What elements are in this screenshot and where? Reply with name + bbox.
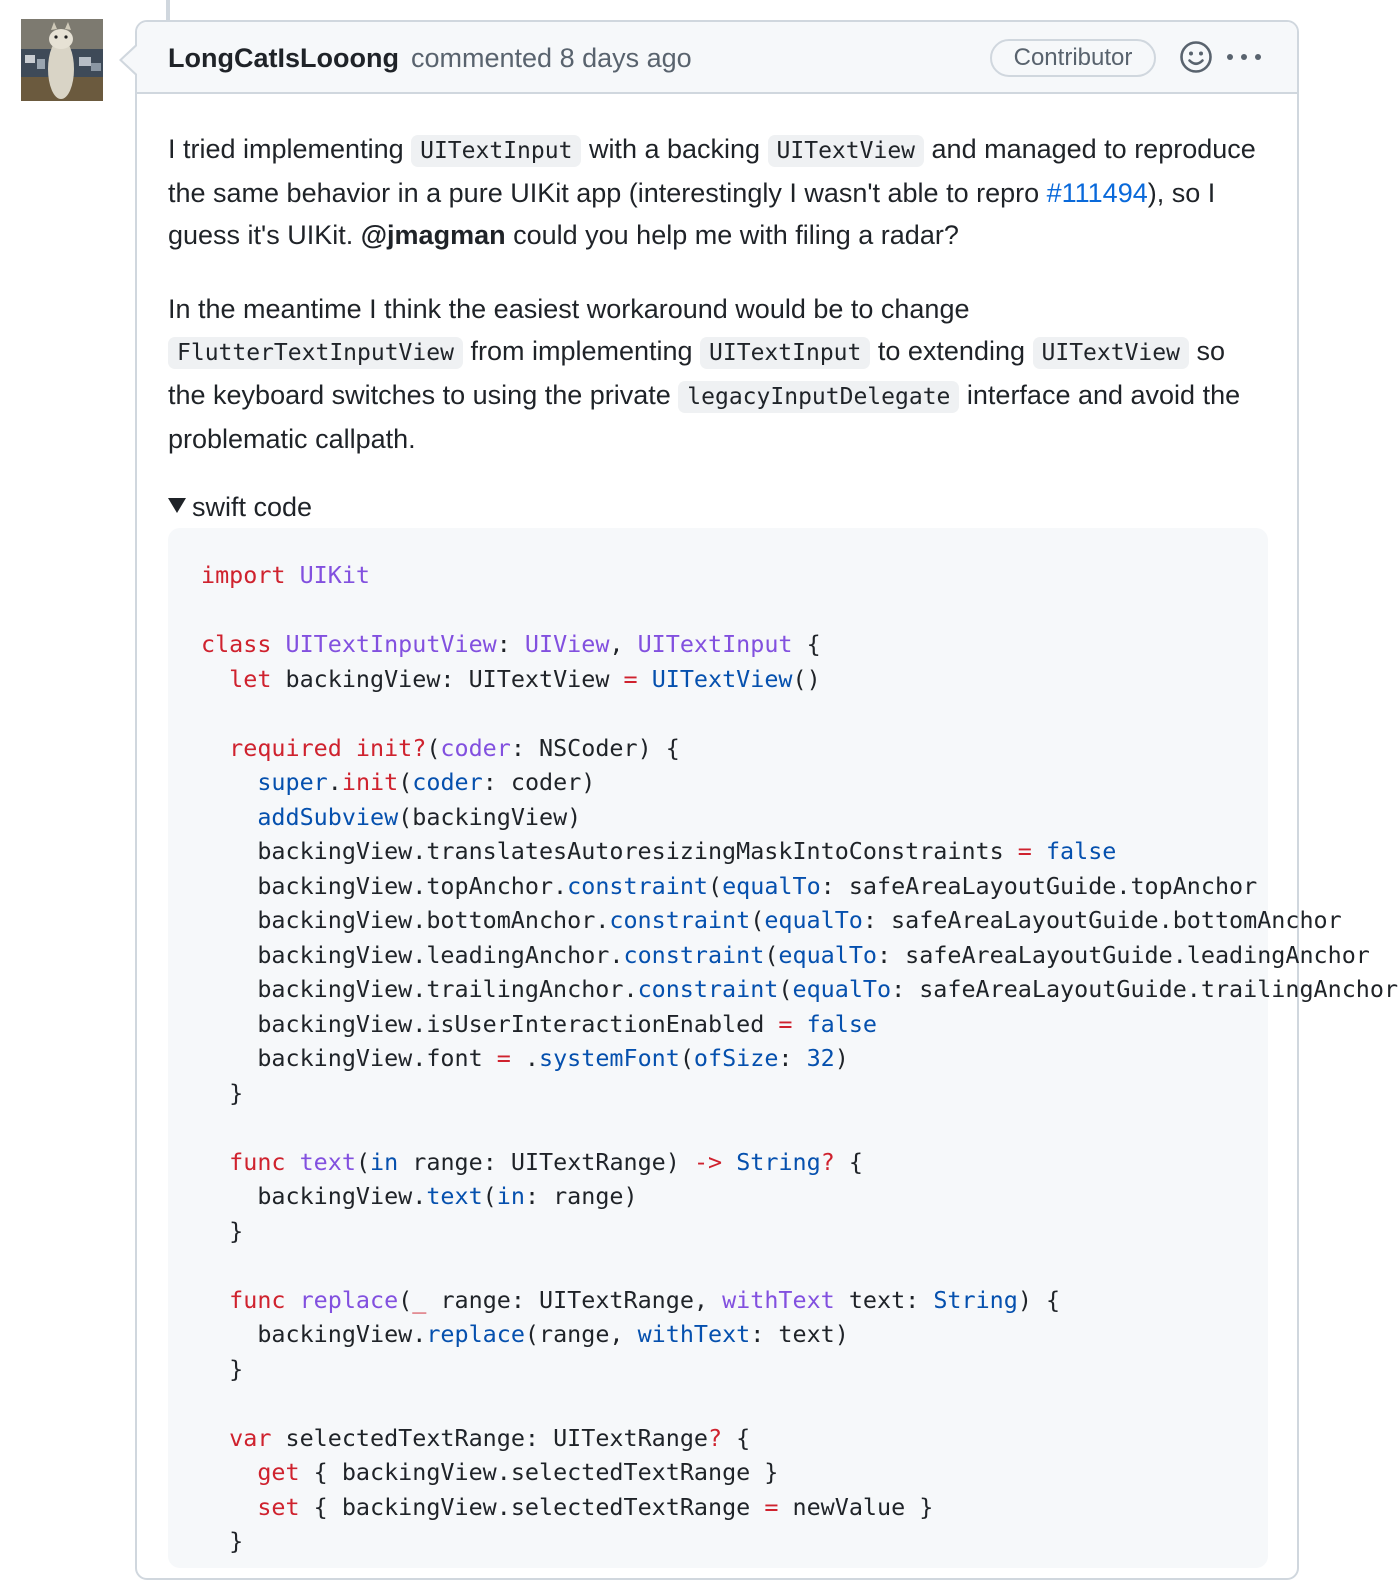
comment-paragraph-1: [168, 128, 1268, 256]
code-token: replace: [426, 1320, 525, 1348]
code-token: text: [426, 1182, 483, 1210]
code-line: [201, 558, 1398, 593]
code-token: (: [426, 733, 441, 762]
code-token: required init?: [229, 733, 427, 762]
code-token: : safeAreaLayoutGuide.bottomAnchor: [862, 906, 1342, 934]
author-name-link[interactable]: LongCatIsLooong: [168, 43, 399, 73]
code-token: selectedTextRange: UITextRange: [285, 1423, 708, 1452]
code-token: .: [327, 768, 342, 796]
inline-code: UITextInput: [700, 337, 870, 369]
code-token: backingView.: [201, 1182, 427, 1210]
code-token: set: [257, 1492, 300, 1521]
code-token: (: [707, 871, 723, 900]
code-token: (: [398, 768, 413, 796]
code-token: addSubview: [257, 802, 399, 831]
code-token: constraint: [567, 871, 708, 900]
code-line: [201, 593, 1398, 628]
code-token: systemFont: [539, 1044, 680, 1072]
code-token: var: [229, 1423, 286, 1452]
code-token: backingView.: [201, 1320, 427, 1348]
code-token: constraint: [637, 975, 779, 1003]
code-line: [201, 1179, 1398, 1214]
code-content: [201, 558, 1398, 1559]
code-token: equalTo: [778, 940, 877, 969]
code-token: [201, 734, 229, 762]
code-token: backingView.translatesAutoresizingMaskIntoConstraints: [201, 837, 1018, 865]
body-text: ), so I guess it's UIKit.: [168, 178, 1216, 250]
code-token: equalTo: [792, 975, 892, 1003]
code-token: backingView.bottomAnchor.: [201, 906, 610, 934]
code-line: [201, 869, 1398, 904]
code-token: [1032, 837, 1046, 865]
code-token: backingView.font: [201, 1044, 497, 1072]
code-token: range: UITextRange): [398, 1147, 694, 1176]
code-token: import: [201, 561, 300, 589]
comment-caret-fill: [122, 46, 137, 74]
code-token: coder: [412, 768, 483, 796]
code-token: [722, 1148, 736, 1176]
code-token: : safeAreaLayoutGuide.leadingAnchor: [876, 940, 1370, 969]
code-token: 32: [806, 1044, 835, 1072]
code-line: [201, 1041, 1398, 1076]
code-token: =: [623, 664, 638, 693]
code-token: ->: [693, 1147, 723, 1176]
code-line: [201, 1248, 1398, 1283]
code-token: ): [834, 1044, 849, 1072]
code-token: {: [834, 1147, 863, 1176]
code-token: : NSCoder) {: [510, 733, 680, 762]
code-line: [201, 938, 1398, 973]
code-token: }: [201, 1216, 244, 1245]
code-line: [201, 1524, 1398, 1559]
code-token: }: [201, 1527, 244, 1555]
code-token: false: [1045, 837, 1117, 865]
details-summary-label: swift code: [192, 492, 313, 522]
code-line: [201, 1110, 1398, 1145]
code-line: [201, 1214, 1398, 1249]
code-token: { backingView.selectedTextRange: [299, 1492, 765, 1521]
author-avatar[interactable]: [21, 19, 103, 101]
code-line: [201, 1145, 1398, 1180]
body-text: I tried implementing: [168, 134, 412, 164]
code-token: =: [764, 1492, 779, 1521]
code-line: [201, 1455, 1398, 1490]
code-token: (: [355, 1147, 371, 1176]
comment-paragraph-2: [168, 288, 1268, 460]
code-token: : text): [750, 1320, 849, 1348]
body-text: interface and avoid the problematic callpath.: [168, 380, 1241, 454]
code-token: [792, 1010, 806, 1038]
comment-body: [168, 128, 1268, 492]
code-token: backingView.isUserInteractionEnabled: [201, 1009, 779, 1038]
contributor-badge: Contributor: [990, 39, 1156, 77]
code-token: constraint: [623, 940, 765, 969]
code-token: (range,: [524, 1320, 638, 1348]
code-token: withText: [637, 1320, 751, 1348]
code-token: { backingView.selectedTextRange }: [299, 1458, 779, 1486]
avatar-image: [21, 19, 103, 101]
code-token: super: [257, 768, 328, 796]
code-token: replace: [299, 1285, 399, 1314]
body-text: from implementing: [462, 336, 701, 366]
code-token: coder: [440, 733, 511, 762]
code-line: [201, 1007, 1398, 1042]
inline-code: FlutterTextInputView: [168, 337, 463, 369]
code-token: :: [496, 630, 525, 658]
code-token: backingView.leadingAnchor.: [201, 940, 624, 969]
code-token: =: [1017, 837, 1032, 865]
code-token: newValue }: [778, 1492, 934, 1521]
code-token: (: [764, 940, 779, 969]
issue-link[interactable]: #111494: [1046, 178, 1148, 208]
code-token: class: [201, 630, 286, 658]
code-token: ofSize: [693, 1044, 779, 1072]
code-token: }: [201, 1078, 244, 1107]
code-token: [201, 1148, 229, 1176]
code-line: [201, 1386, 1398, 1421]
code-token: .: [510, 1044, 539, 1072]
code-token: false: [806, 1009, 877, 1038]
code-token: backingView.topAnchor.: [201, 871, 568, 900]
body-text: In the meantime I think the easiest workaround would be to change: [168, 294, 970, 324]
code-token: let: [229, 664, 286, 693]
inline-code: UITextInput: [411, 135, 581, 167]
body-text: to extending: [870, 336, 1033, 366]
code-line: [201, 662, 1398, 697]
code-token: (: [750, 906, 765, 934]
inline-code: UITextView: [1033, 337, 1189, 369]
code-token: [201, 665, 229, 693]
code-token: UITextInputView: [285, 630, 497, 658]
code-token: String: [933, 1285, 1018, 1314]
code-token: text: [299, 1147, 356, 1176]
code-token: UIKit: [299, 561, 370, 589]
timeline-line: [166, 0, 170, 22]
body-text: with a backing: [581, 134, 768, 164]
code-token: UITextView: [651, 664, 793, 693]
code-token: (: [482, 1182, 497, 1210]
code-token: : safeAreaLayoutGuide.trailingAnchor: [891, 975, 1398, 1003]
code-line: [201, 800, 1398, 835]
disclosure-triangle-icon: [168, 498, 186, 513]
inline-code: UITextView: [768, 135, 924, 167]
code-token: backingView: UITextView: [285, 664, 624, 693]
code-block[interactable]: [168, 528, 1398, 1568]
code-token: }: [201, 1354, 244, 1383]
code-line: [201, 1421, 1398, 1456]
code-token: : range): [524, 1182, 638, 1210]
code-token: ,: [609, 630, 638, 658]
code-token: text:: [834, 1285, 934, 1314]
code-token: ) {: [1017, 1285, 1061, 1314]
code-token: [201, 803, 257, 831]
code-token: {: [722, 1423, 751, 1452]
code-token: [201, 1286, 229, 1314]
code-token: func: [229, 1147, 300, 1176]
code-token: in: [496, 1182, 525, 1210]
code-token: : coder): [482, 768, 596, 796]
code-line: [201, 765, 1398, 800]
body-text: so the keyboard switches to using the private: [168, 336, 1226, 410]
code-token: =: [496, 1044, 511, 1072]
code-token: ?: [708, 1423, 723, 1452]
add-reaction-button[interactable]: [1179, 40, 1213, 74]
inline-code: legacyInputDelegate: [678, 381, 959, 413]
code-token: constraint: [609, 906, 751, 934]
code-line: [201, 1490, 1398, 1525]
code-token: String: [736, 1147, 821, 1176]
body-text: could you help me with filing a radar?: [505, 220, 959, 250]
details-summary[interactable]: [168, 488, 312, 526]
code-line: [201, 627, 1398, 662]
comment-menu-button[interactable]: [1224, 44, 1264, 70]
body-text: and managed to reproduce the same behavior in a pure UIKit app (interestingly I wasn't able to repro: [168, 134, 1256, 208]
code-token: (backingView): [398, 802, 582, 831]
code-token: (): [792, 664, 821, 693]
code-line: [201, 834, 1398, 869]
code-line: [201, 1283, 1398, 1318]
code-token: : safeAreaLayoutGuide.topAnchor: [820, 871, 1258, 900]
code-token: (: [778, 975, 793, 1003]
code-token: equalTo: [764, 906, 863, 934]
code-token: (: [398, 1285, 413, 1314]
code-token: get: [257, 1458, 300, 1486]
code-token: equalTo: [722, 871, 821, 900]
code-token: range: UITextRange,: [426, 1285, 723, 1314]
code-token: backingView.trailingAnchor.: [201, 975, 638, 1003]
code-line: [201, 972, 1398, 1007]
code-token: withText: [722, 1285, 835, 1314]
code-line: [201, 903, 1398, 938]
comment-timestamp[interactable]: commented 8 days ago: [411, 43, 692, 73]
code-token: [201, 1424, 229, 1452]
code-token: UIView: [524, 630, 610, 658]
code-token: [201, 1493, 257, 1521]
code-token: (: [679, 1044, 694, 1072]
smiley-icon: [1179, 40, 1213, 74]
code-token: _: [412, 1285, 427, 1314]
code-token: func: [229, 1285, 300, 1314]
code-token: init: [341, 768, 399, 796]
code-token: :: [778, 1044, 807, 1072]
code-token: [201, 1458, 257, 1486]
user-mention-link[interactable]: @jmagman: [360, 220, 506, 250]
code-line: [201, 696, 1398, 731]
code-token: [638, 665, 652, 693]
code-token: in: [370, 1147, 399, 1176]
code-line: [201, 1076, 1398, 1111]
code-line: [201, 731, 1398, 766]
code-line: [201, 1352, 1398, 1387]
code-token: [201, 768, 257, 796]
code-token: UITextInput: [637, 630, 793, 658]
code-token: {: [792, 630, 821, 658]
code-token: ?: [820, 1147, 835, 1176]
code-line: [201, 1317, 1398, 1352]
kebab-icon: [1224, 44, 1264, 70]
code-token: =: [778, 1009, 793, 1038]
